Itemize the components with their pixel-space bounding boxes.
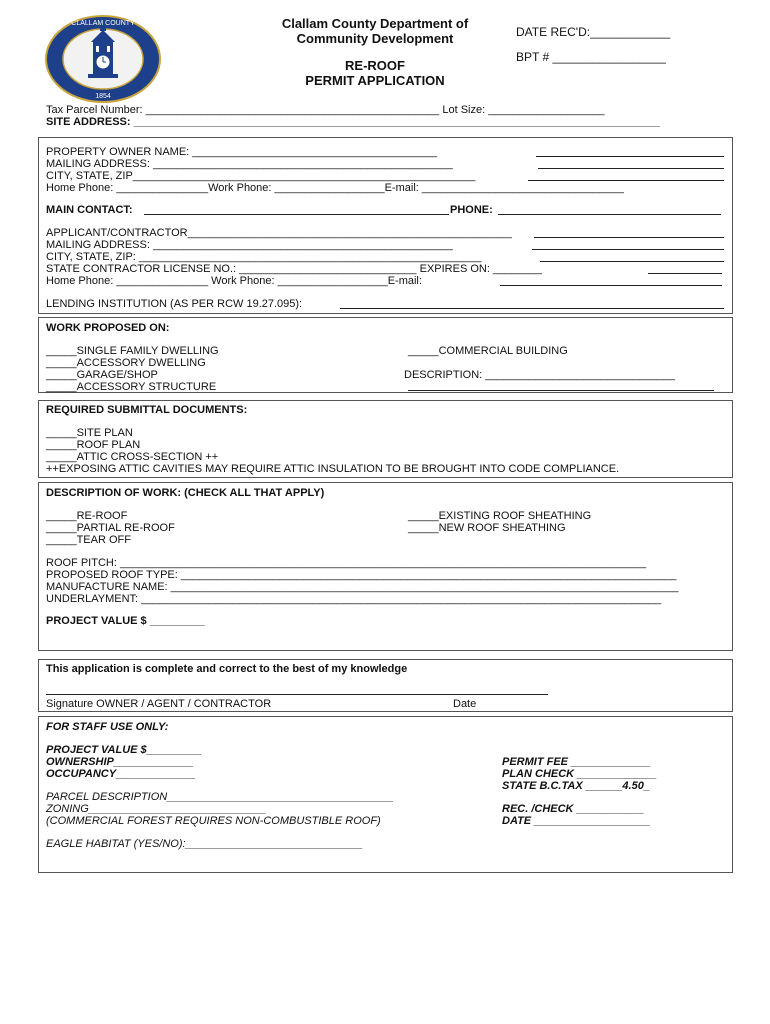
applicant-city-state-zip-field[interactable]: CITY, STATE, ZIP: ________________________________________________________ <box>46 251 482 263</box>
svg-text:1854: 1854 <box>95 93 111 100</box>
attic-insulation-note: ++EXPOSING ATTIC CAVITIES MAY REQUIRE ATTIC INSULATION TO BE BROUGHT INTO CODE COMPLIANCE. <box>46 463 620 475</box>
accessory-structure-option[interactable]: _____ACCESSORY STRUCTURE <box>46 381 217 393</box>
applicant-email-line <box>500 285 722 286</box>
description-of-work-heading: DESCRIPTION OF WORK: (CHECK ALL THAT APPLY) <box>46 487 325 499</box>
main-contact-field[interactable] <box>144 214 449 215</box>
license-expires-line <box>648 273 722 274</box>
work-proposed-heading: WORK PROPOSED ON: <box>46 322 170 334</box>
project-value-field[interactable]: PROJECT VALUE $ _________ <box>46 615 205 627</box>
staff-eagle-habitat-field[interactable]: EAGLE HABITAT (YES/NO):_____________________________ <box>46 838 363 850</box>
commercial-building-option[interactable]: _____COMMERCIAL BUILDING <box>408 345 568 357</box>
staff-rec-check-field[interactable]: REC. /CHECK ___________ <box>502 803 644 815</box>
manufacture-name-field[interactable]: MANUFACTURE NAME: ___________________________________________________________________________________ <box>46 581 679 593</box>
partial-re-roof-option[interactable]: _____PARTIAL RE-ROOF <box>46 522 175 534</box>
staff-project-value-field[interactable]: PROJECT VALUE $_________ <box>46 744 202 756</box>
svg-text:CLALLAM COUNTY: CLALLAM COUNTY <box>71 20 135 27</box>
applicant-city-line <box>540 261 724 262</box>
county-seal-logo <box>44 14 162 104</box>
applicant-phones-email-field[interactable]: Home Phone: _______________ Work Phone: __________________E-mail: <box>46 275 422 287</box>
owner-mailing-address-field[interactable]: MAILING ADDRESS: _________________________________________________ <box>46 158 453 170</box>
owner-city-state-zip-field[interactable]: CITY, STATE, ZIP________________________________________________________ <box>46 170 476 182</box>
staff-permit-fee-field[interactable]: PERMIT FEE _____________ <box>502 756 651 768</box>
tax-parcel-field[interactable]: Tax Parcel Number: ________________________________________________ Lot Size: ___________________ <box>46 104 605 116</box>
lending-institution-line <box>340 308 724 309</box>
main-contact-phone-field[interactable] <box>498 214 721 215</box>
submittal-documents-heading: REQUIRED SUBMITTAL DOCUMENTS: <box>46 404 248 416</box>
applicant-line <box>534 237 724 238</box>
staff-use-heading: FOR STAFF USE ONLY: <box>46 721 169 733</box>
existing-roof-sheathing-option[interactable]: _____EXISTING ROOF SHEATHING <box>408 510 592 522</box>
applicant-mailing-address-field[interactable]: MAILING ADDRESS: _________________________________________________ <box>46 239 453 251</box>
description-second-line <box>408 390 714 391</box>
contractor-license-field[interactable]: STATE CONTRACTOR LICENSE NO.: _____________________________ EXPIRES ON: ________ <box>46 263 542 275</box>
staff-parcel-description-field[interactable]: PARCEL DESCRIPTION_____________________________________ <box>46 791 394 803</box>
owner-city-line <box>528 180 724 181</box>
staff-plan-check-field[interactable]: PLAN CHECK _____________ <box>502 768 657 780</box>
underlayment-field[interactable]: UNDERLAYMENT: _____________________________________________________________________________________ <box>46 593 662 605</box>
department-name-line2: Community Development <box>296 31 454 46</box>
bpt-number-field[interactable]: BPT # _________________ <box>516 50 666 64</box>
single-family-dwelling-option[interactable]: _____SINGLE FAMILY DWELLING <box>46 345 219 357</box>
site-plan-option[interactable]: _____SITE PLAN <box>46 427 133 439</box>
applicant-mailing-line <box>532 249 724 250</box>
roof-pitch-field[interactable]: ROOF PITCH: ______________________________________________________________________________________ <box>46 557 647 569</box>
staff-date-field[interactable]: DATE ___________________ <box>502 815 651 827</box>
lending-institution-field[interactable]: LENDING INSTITUTION (AS PER RCW 19.27.095): <box>46 298 303 310</box>
attic-cross-section-option[interactable]: _____ATTIC CROSS-SECTION ++ <box>46 451 219 463</box>
applicant-contractor-field[interactable]: APPLICANT/CONTRACTOR_____________________________________________________ <box>46 227 512 239</box>
property-owner-name-field[interactable]: PROPERTY OWNER NAME: ________________________________________ <box>46 146 437 158</box>
commercial-forest-note: (COMMERCIAL FOREST REQUIRES NON-COMBUSTIBLE ROOF) <box>46 815 381 827</box>
staff-zoning-field[interactable]: ZONING_____________________________ <box>46 803 267 815</box>
owner-phones-email-field[interactable]: Home Phone: _______________Work Phone: __________________E-mail: _________________________________ <box>46 182 624 194</box>
signature-date-label: Date <box>453 698 477 710</box>
site-address-field[interactable]: SITE ADDRESS: ______________________________________________________________________________________ <box>46 116 660 128</box>
main-contact-phone-label: PHONE: <box>450 204 493 216</box>
owner-mailing-line <box>538 168 724 169</box>
form-title-line2: PERMIT APPLICATION <box>305 73 445 88</box>
signature-label: Signature OWNER / AGENT / CONTRACTOR <box>46 698 272 710</box>
staff-occupancy-field[interactable]: OCCUPANCY_____________ <box>46 768 196 780</box>
staff-state-bc-tax-field[interactable]: STATE B.C.TAX ______4.50_ <box>502 780 650 792</box>
garage-shop-option[interactable]: _____GARAGE/SHOP <box>46 369 158 381</box>
tear-off-option[interactable]: _____TEAR OFF <box>46 534 131 546</box>
re-roof-option[interactable]: _____RE-ROOF <box>46 510 128 522</box>
certification-statement: This application is complete and correct to the best of my knowledge <box>46 663 408 675</box>
main-contact-label: MAIN CONTACT: <box>46 204 133 216</box>
accessory-dwelling-option[interactable]: _____ACCESSORY DWELLING <box>46 357 206 369</box>
signature-line[interactable] <box>46 694 548 695</box>
owner-name-line <box>536 156 724 157</box>
new-roof-sheathing-option[interactable]: _____NEW ROOF SHEATHING <box>408 522 566 534</box>
form-title-line1: RE-ROOF <box>345 58 405 73</box>
description-field[interactable]: DESCRIPTION: _______________________________ <box>404 369 675 381</box>
staff-ownership-field[interactable]: OWNERSHIP_____________ <box>46 756 194 768</box>
date-received-field[interactable]: DATE REC'D:____________ <box>516 25 671 39</box>
roof-plan-option[interactable]: _____ROOF PLAN <box>46 439 141 451</box>
proposed-roof-type-field[interactable]: PROPOSED ROOF TYPE: _________________________________________________________________________________ <box>46 569 677 581</box>
department-name-line1: Clallam County Department of <box>281 16 469 31</box>
